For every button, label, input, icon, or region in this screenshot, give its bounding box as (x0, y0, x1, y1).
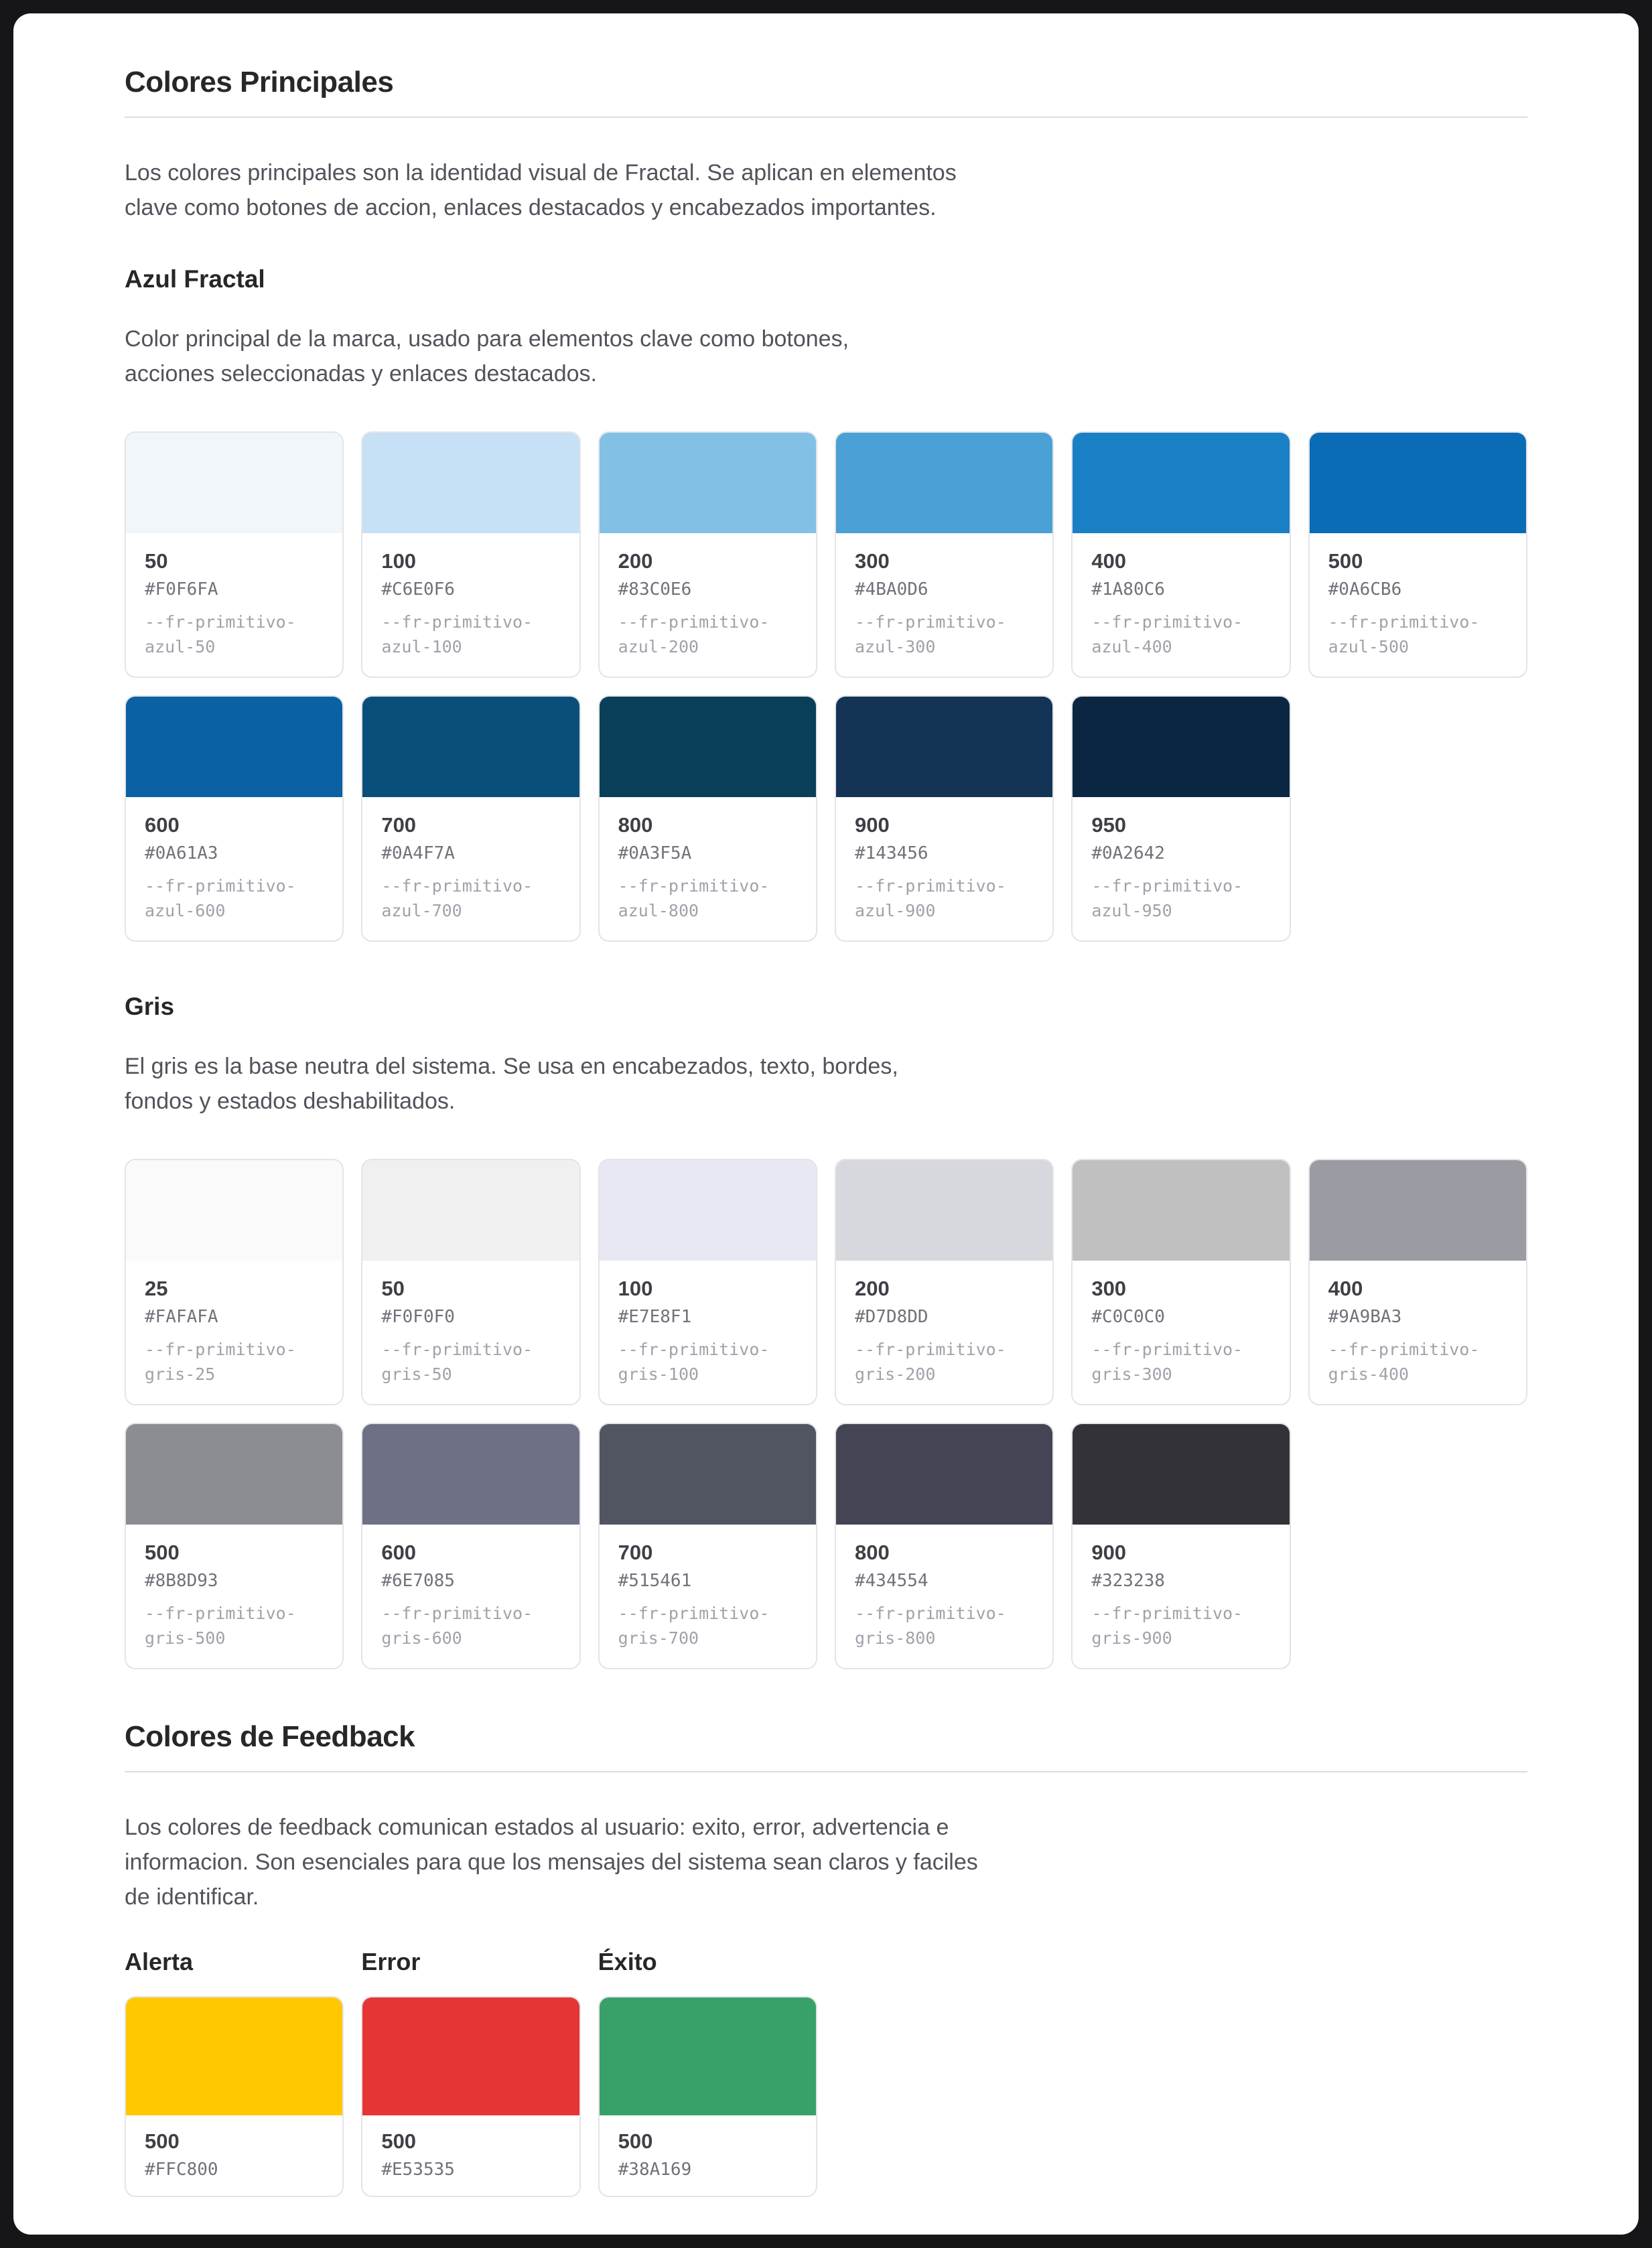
swatch-weight: 100 (381, 549, 417, 573)
swatch-info (1073, 533, 1289, 677)
color-swatch-gris-700 (598, 1423, 817, 1669)
swatch-weight: 600 (381, 1541, 417, 1564)
swatch-css-variable: --fr-primitivo-gris-50 (381, 1340, 533, 1384)
swatch-hex: #1A80C6 (1091, 579, 1165, 600)
color-swatch-azul-50 (125, 431, 344, 678)
swatch-info (126, 533, 342, 677)
color-swatch-gris-25 (125, 1159, 344, 1405)
swatch-hex: #6E7085 (381, 1571, 455, 1591)
feedback-title: Colores de Feedback (125, 1720, 415, 1753)
swatch-css-variable: --fr-primitivo-azul-200 (618, 612, 770, 656)
swatch-info (600, 1261, 816, 1404)
swatch-color-block (362, 1997, 579, 2115)
swatch-weight: 25 (145, 1277, 168, 1300)
swatch-hex: #434554 (855, 1571, 928, 1591)
swatch-hex: #515461 (618, 1571, 692, 1591)
swatch-weight: 500 (618, 2129, 653, 2153)
group-description-azul (125, 322, 1527, 391)
style-guide-card (13, 13, 1639, 2235)
page-title: Colores Principales (125, 66, 394, 98)
swatch-hex: #F0F0F0 (381, 1307, 455, 1327)
swatch-info (600, 533, 816, 677)
swatch-info (1073, 1261, 1289, 1404)
swatch-color-block (126, 697, 342, 797)
swatch-hex: #4BA0D6 (855, 579, 928, 600)
swatch-hex: #9A9BA3 (1328, 1307, 1402, 1327)
swatch-color-block (836, 1160, 1052, 1261)
swatch-info (836, 797, 1052, 940)
section-colores-principales (125, 66, 1527, 1669)
color-swatch-gris-50 (361, 1159, 580, 1405)
swatch-weight: 200 (855, 1277, 890, 1300)
swatch-weight: 300 (855, 549, 890, 573)
swatch-hex: #FFC800 (145, 2160, 218, 2180)
swatch-weight: 950 (1091, 813, 1127, 837)
swatch-weight: 500 (145, 1541, 180, 1564)
swatch-hex: #0A61A3 (145, 843, 218, 863)
color-swatch-azul-500 (1308, 431, 1527, 678)
swatch-hex: #323238 (1091, 1571, 1165, 1591)
swatch-css-variable: --fr-primitivo-gris-700 (618, 1604, 770, 1648)
description-line: clave como botones de accion, enlaces destacados y encabezados importantes. (125, 195, 937, 220)
swatch-color-block (600, 1424, 816, 1525)
swatch-weight: 800 (618, 813, 653, 837)
color-swatch-azul-400 (1071, 431, 1290, 678)
swatch-css-variable: --fr-primitivo-gris-600 (381, 1604, 533, 1648)
swatch-color-block (1310, 1160, 1526, 1261)
group-description-gris (125, 1049, 1527, 1119)
group-title-azul-fractal: Azul Fractal (125, 265, 265, 293)
color-swatch-error-500 (361, 1996, 580, 2197)
description-line: El gris es la base neutra del sistema. Se usa en encabezados, texto, bordes, (125, 1054, 898, 1079)
swatch-weight: 600 (145, 813, 180, 837)
swatch-css-variable: --fr-primitivo-gris-300 (1091, 1340, 1243, 1384)
feedback-name-exito: Éxito (598, 1948, 657, 1975)
azul-swatch-grid (125, 431, 1527, 942)
description-line: Color principal de la marca, usado para elementos clave como botones, (125, 326, 849, 352)
swatch-weight: 500 (381, 2129, 417, 2153)
color-swatch-azul-950 (1071, 695, 1290, 942)
swatch-info (362, 2115, 579, 2196)
swatch-weight: 400 (1091, 549, 1127, 573)
description-line: de identificar. (125, 1884, 259, 1910)
swatch-css-variable: --fr-primitivo-gris-800 (855, 1604, 1006, 1648)
swatch-color-block (836, 1424, 1052, 1525)
swatch-color-block (1073, 433, 1289, 533)
swatch-color-block (1073, 1160, 1289, 1261)
swatch-weight: 700 (381, 813, 417, 837)
swatch-color-block (600, 1160, 816, 1261)
swatch-hex: #0A3F5A (618, 843, 692, 863)
swatch-css-variable: --fr-primitivo-gris-25 (145, 1340, 296, 1384)
swatch-css-variable: --fr-primitivo-gris-100 (618, 1340, 770, 1384)
color-swatch-alerta-500 (125, 1996, 344, 2197)
swatch-hex: #F0F6FA (145, 579, 218, 600)
feedback-name-alerta: Alerta (125, 1948, 194, 1975)
swatch-info (126, 1525, 342, 1668)
description-line: fondos y estados deshabilitados. (125, 1088, 456, 1114)
swatch-info (362, 1261, 579, 1404)
color-swatch-azul-900 (835, 695, 1054, 942)
color-swatch-gris-500 (125, 1423, 344, 1669)
color-swatch-gris-300 (1071, 1159, 1290, 1405)
description-line: acciones seleccionadas y enlaces destacados. (125, 361, 597, 387)
swatch-info (1310, 533, 1526, 677)
swatch-css-variable: --fr-primitivo-azul-950 (1091, 876, 1243, 920)
swatch-weight: 900 (855, 813, 890, 837)
swatch-css-variable: --fr-primitivo-azul-400 (1091, 612, 1243, 656)
swatch-info (126, 1261, 342, 1404)
color-swatch-azul-600 (125, 695, 344, 942)
swatch-weight: 900 (1091, 1541, 1127, 1564)
swatch-color-block (126, 1424, 342, 1525)
swatch-css-variable: --fr-primitivo-gris-200 (855, 1340, 1006, 1384)
swatch-info (836, 1261, 1052, 1404)
section-colores-feedback (125, 1720, 1527, 2197)
swatch-hex: #C6E0F6 (381, 579, 455, 600)
swatch-hex: #143456 (855, 843, 928, 863)
swatch-color-block (362, 697, 579, 797)
color-swatch-azul-200 (598, 431, 817, 678)
swatch-info (1310, 1261, 1526, 1404)
section-divider (125, 1771, 1527, 1772)
swatch-css-variable: --fr-primitivo-azul-50 (145, 612, 296, 656)
swatch-color-block (362, 1424, 579, 1525)
swatch-color-block (836, 697, 1052, 797)
swatch-info (600, 2115, 816, 2196)
swatch-css-variable: --fr-primitivo-azul-500 (1328, 612, 1480, 656)
description-line: informacion. Son esenciales para que los mensajes del sistema sean claros y faciles (125, 1849, 978, 1875)
swatch-weight: 500 (145, 2129, 180, 2153)
swatch-css-variable: --fr-primitivo-azul-900 (855, 876, 1006, 920)
swatch-color-block (126, 1997, 342, 2115)
swatch-color-block (1073, 1424, 1289, 1525)
swatch-weight: 400 (1328, 1277, 1363, 1300)
color-swatch-gris-400 (1308, 1159, 1527, 1405)
swatch-info (836, 533, 1052, 677)
swatch-info (362, 797, 579, 940)
color-swatch-azul-100 (361, 431, 580, 678)
feedback-column-alerta (125, 1948, 344, 2197)
swatch-color-block (600, 697, 816, 797)
swatch-info (362, 1525, 579, 1668)
swatch-info (600, 797, 816, 940)
swatch-color-block (1073, 697, 1289, 797)
color-swatch-gris-600 (361, 1423, 580, 1669)
swatch-info (126, 797, 342, 940)
swatch-css-variable: --fr-primitivo-azul-800 (618, 876, 770, 920)
swatch-css-variable: --fr-primitivo-azul-700 (381, 876, 533, 920)
swatch-hex: #C0C0C0 (1091, 1307, 1165, 1327)
feedback-column-exito (598, 1948, 817, 2197)
feedback-description (125, 1810, 1527, 1914)
color-swatch-azul-700 (361, 695, 580, 942)
swatch-info (362, 533, 579, 677)
swatch-weight: 50 (381, 1277, 405, 1300)
description-line: Los colores de feedback comunican estados al usuario: exito, error, advertencia e (125, 1815, 949, 1840)
swatch-color-block (362, 1160, 579, 1261)
swatch-hex: #0A6CB6 (1328, 579, 1402, 600)
swatch-hex: #E7E8F1 (618, 1307, 692, 1327)
swatch-hex: #D7D8DD (855, 1307, 928, 1327)
swatch-info (1073, 797, 1289, 940)
swatch-css-variable: --fr-primitivo-azul-600 (145, 876, 296, 920)
feedback-swatch-grid (125, 1948, 1527, 2197)
color-swatch-azul-300 (835, 431, 1054, 678)
swatch-weight: 50 (145, 549, 168, 573)
swatch-css-variable: --fr-primitivo-gris-500 (145, 1604, 296, 1648)
color-swatch-gris-800 (835, 1423, 1054, 1669)
swatch-css-variable: --fr-primitivo-gris-900 (1091, 1604, 1243, 1648)
swatch-weight: 300 (1091, 1277, 1127, 1300)
swatch-weight: 200 (618, 549, 653, 573)
swatch-color-block (600, 1997, 816, 2115)
swatch-info (126, 2115, 342, 2196)
swatch-css-variable: --fr-primitivo-azul-300 (855, 612, 1006, 656)
feedback-name-error: Error (361, 1948, 421, 1975)
swatch-info (1073, 1525, 1289, 1668)
color-swatch-gris-100 (598, 1159, 817, 1405)
swatch-weight: 100 (618, 1277, 653, 1300)
swatch-css-variable: --fr-primitivo-azul-100 (381, 612, 533, 656)
swatch-color-block (362, 433, 579, 533)
swatch-hex: #E53535 (381, 2160, 455, 2180)
swatch-hex: #8B8D93 (145, 1571, 218, 1591)
swatch-css-variable: --fr-primitivo-gris-400 (1328, 1340, 1480, 1384)
swatch-info (600, 1525, 816, 1668)
section-divider (125, 117, 1527, 118)
section-description (125, 155, 1527, 225)
swatch-color-block (126, 433, 342, 533)
swatch-color-block (600, 433, 816, 533)
swatch-color-block (126, 1160, 342, 1261)
swatch-hex: #0A2642 (1091, 843, 1165, 863)
swatch-info (836, 1525, 1052, 1668)
swatch-weight: 800 (855, 1541, 890, 1564)
color-swatch-azul-800 (598, 695, 817, 942)
swatch-weight: 700 (618, 1541, 653, 1564)
swatch-hex: #0A4F7A (381, 843, 455, 863)
color-swatch-gris-900 (1071, 1423, 1290, 1669)
swatch-weight: 500 (1328, 549, 1363, 573)
color-swatch-gris-200 (835, 1159, 1054, 1405)
swatch-hex: #83C0E6 (618, 579, 692, 600)
description-line: Los colores principales son la identidad visual de Fractal. Se aplican en elementos (125, 160, 957, 186)
swatch-hex: #38A169 (618, 2160, 692, 2180)
feedback-column-error (361, 1948, 580, 2197)
swatch-color-block (836, 433, 1052, 533)
swatch-hex: #FAFAFA (145, 1307, 218, 1327)
group-title-gris: Gris (125, 993, 175, 1020)
swatch-color-block (1310, 433, 1526, 533)
gris-swatch-grid (125, 1159, 1527, 1669)
color-swatch-exito-500 (598, 1996, 817, 2197)
